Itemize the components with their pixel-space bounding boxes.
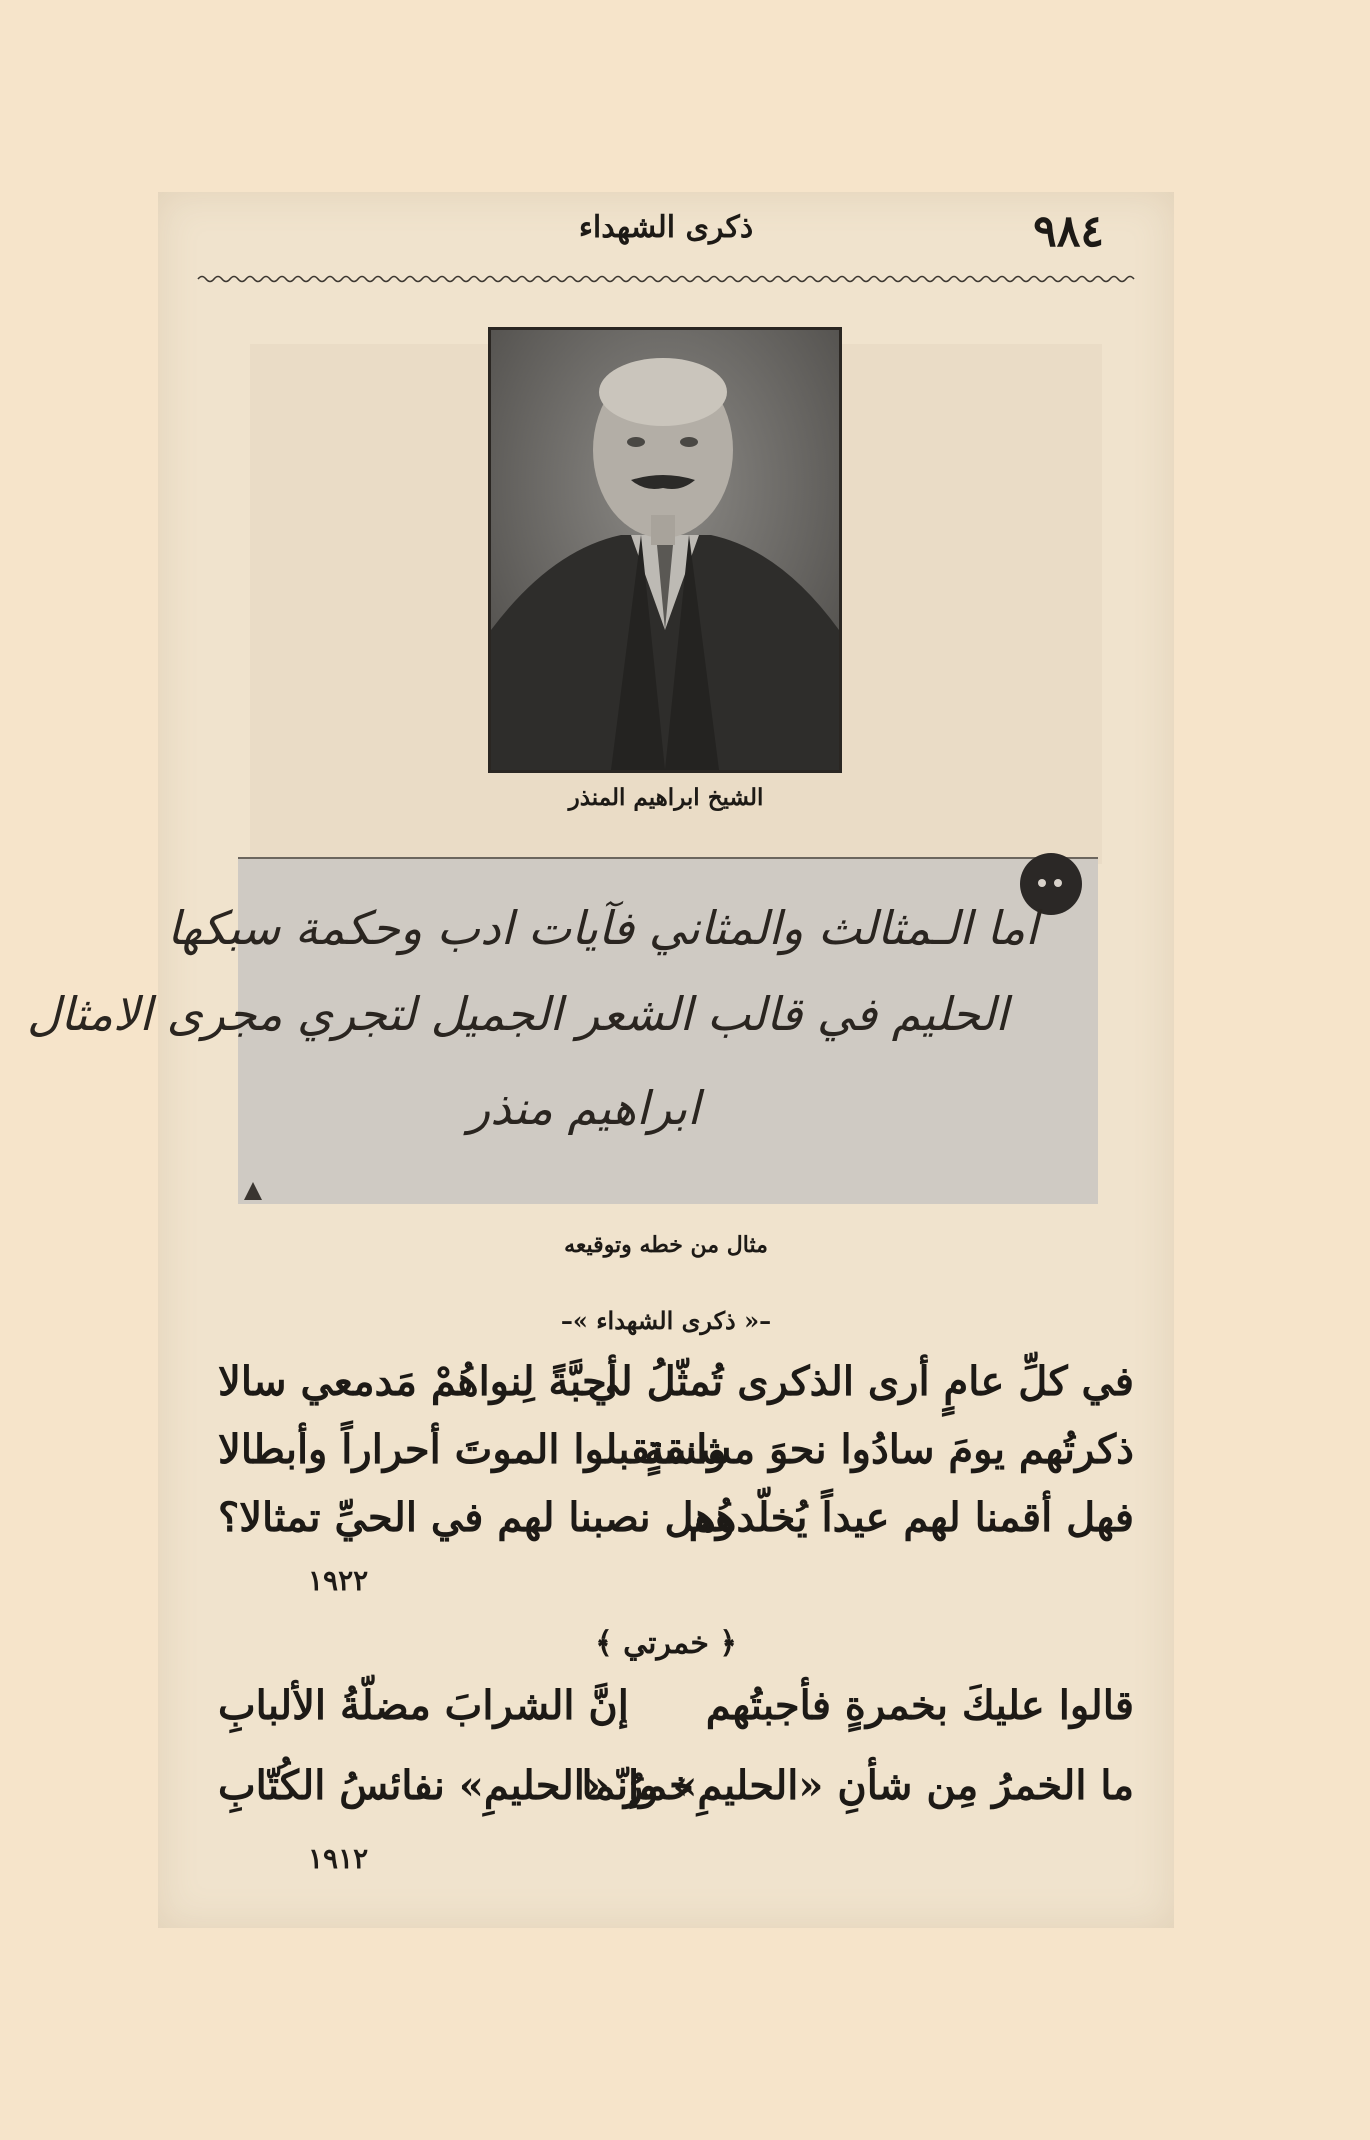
- corner-mark: [244, 1182, 262, 1200]
- handwriting-sample: [27, 857, 1098, 1204]
- poem-title-martyrs: –« ذكرى الشهداء »–: [560, 1306, 772, 1335]
- page-number: ٩٨٤: [1033, 206, 1104, 257]
- page-header: [198, 204, 1134, 264]
- poem-year: ١٩٢٢: [308, 1564, 369, 1597]
- handwriting-line-2: الحليم في قالب الشعر الجميل لتجري مجرى الامثال: [27, 987, 1008, 1041]
- verse-second-hemistich: واستقبلوا الموتَ أحراراً وأبطالا: [218, 1426, 727, 1473]
- verse-row: [218, 1494, 1134, 1556]
- verse-second-hemistich: أحبَّةً لِنواهُمْ مَدمعي سالا: [218, 1358, 618, 1405]
- verse-row: [218, 1426, 1134, 1488]
- verse-second-hemistich: وهل نصبنا لهم في الحيِّ تمثالا؟: [218, 1494, 736, 1541]
- poem-year: ١٩١٢: [308, 1842, 369, 1875]
- photo-caption: الشيخ ابراهيم المنذر: [568, 784, 764, 811]
- verse-first-hemistich: قالوا عليكَ بخمرةٍ فأجبتُهم: [705, 1682, 1134, 1729]
- verse-row: [218, 1762, 1134, 1824]
- poem-title-my-wine: ﴿ خمرتي ﴾: [595, 1626, 737, 1661]
- handwriting-caption: مثال من خطه وتوقيعه: [564, 1232, 768, 1258]
- handwriting-line-1: اما الـمثالث والمثاني فآيات ادب وحكمة سبكها: [167, 901, 1038, 955]
- verse-first-hemistich: ما الخمرُ مِن شأنِ «الحليمِ» وإنّما: [581, 1762, 1134, 1809]
- verse-second-hemistich: إنَّ الشرابَ مضلّةُ الألبابِ: [218, 1682, 629, 1729]
- portrait-photo: [488, 327, 842, 773]
- handwritten-signature: ابراهيم منذر: [468, 1081, 700, 1135]
- verse-second-hemistich: خمرُ «الحليمِ» نفائسُ الكُتّابِ: [218, 1762, 694, 1809]
- verse-row: [218, 1358, 1134, 1420]
- running-title: ذكرى الشهداء: [578, 210, 754, 245]
- verse-first-hemistich: ذكرتُهم يومَ سادُوا نحوَ مشنقةٍ: [644, 1426, 1134, 1473]
- wavy-rule-divider: [198, 274, 1134, 284]
- verse-first-hemistich: فهل أقمنا لهم عيداً يُخلّدهُم: [688, 1494, 1134, 1541]
- verse-row: [218, 1682, 1134, 1744]
- book-page: [27, 192, 1174, 1928]
- verse-first-hemistich: في كلِّ عامٍ أرى الذكرى تُمثّلُ لي: [587, 1358, 1134, 1405]
